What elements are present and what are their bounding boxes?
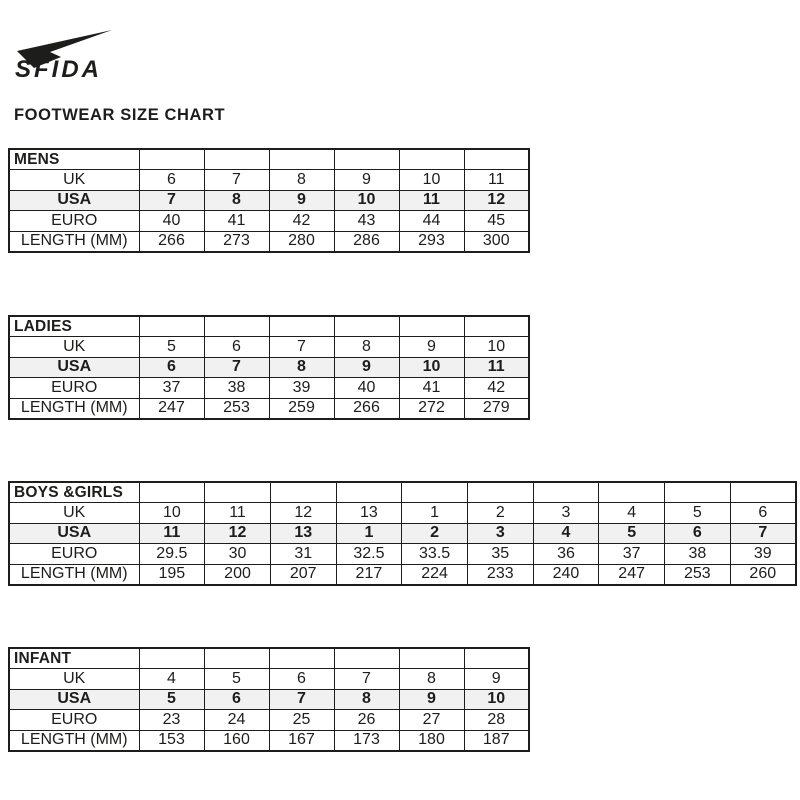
size-value-cell: 279 — [464, 398, 529, 419]
size-value-cell: 173 — [334, 730, 399, 751]
size-row-euro — [9, 544, 796, 565]
empty-header-cell — [399, 149, 464, 170]
size-value-cell: 272 — [399, 398, 464, 419]
size-value-cell: 1 — [336, 523, 402, 544]
size-value-cell: 7 — [730, 523, 796, 544]
empty-header-cell — [139, 316, 204, 337]
size-value-cell: 217 — [336, 564, 402, 585]
empty-header-cell — [402, 482, 468, 503]
size-value-cell: 7 — [204, 357, 269, 378]
size-value-cell: 9 — [334, 357, 399, 378]
section-title-cell-mens: MENS — [9, 149, 139, 170]
size-value-cell: 8 — [334, 689, 399, 710]
size-table-boys-girls — [8, 481, 797, 586]
size-value-cell: 29.5 — [139, 544, 205, 565]
size-value-cell: 187 — [464, 730, 529, 751]
size-value-cell: 30 — [205, 544, 271, 565]
row-label-cell: LENGTH (MM) — [9, 730, 139, 751]
row-label-cell: UK — [9, 669, 139, 690]
size-value-cell: 13 — [270, 523, 336, 544]
size-value-cell: 253 — [204, 398, 269, 419]
size-value-cell: 39 — [269, 378, 334, 399]
size-value-cell: 4 — [599, 503, 665, 524]
size-value-cell: 11 — [139, 523, 205, 544]
section-header-row — [9, 149, 529, 170]
size-row-uk — [9, 503, 796, 524]
section-title-cell-ladies: LADIES — [9, 316, 139, 337]
size-value-cell: 4 — [533, 523, 599, 544]
size-value-cell: 195 — [139, 564, 205, 585]
size-table-mens — [8, 148, 530, 253]
size-row-length-mm — [9, 398, 529, 419]
size-table-container-ladies — [8, 315, 530, 420]
size-value-cell: 31 — [270, 544, 336, 565]
empty-header-cell — [139, 482, 205, 503]
size-value-cell: 45 — [464, 211, 529, 232]
size-value-cell: 25 — [269, 710, 334, 731]
size-value-cell: 253 — [665, 564, 731, 585]
size-row-euro — [9, 710, 529, 731]
size-value-cell: 43 — [334, 211, 399, 232]
size-row-usa — [9, 689, 529, 710]
section-header-row — [9, 482, 796, 503]
size-table-container-mens — [8, 148, 530, 253]
size-value-cell: 300 — [464, 231, 529, 252]
size-value-cell: 260 — [730, 564, 796, 585]
size-value-cell: 37 — [139, 378, 204, 399]
empty-header-cell — [270, 482, 336, 503]
size-row-euro — [9, 211, 529, 232]
size-row-length-mm — [9, 564, 796, 585]
size-value-cell: 36 — [533, 544, 599, 565]
size-value-cell: 247 — [599, 564, 665, 585]
size-value-cell: 266 — [139, 231, 204, 252]
size-value-cell: 23 — [139, 710, 204, 731]
size-value-cell: 5 — [599, 523, 665, 544]
empty-header-cell — [204, 648, 269, 669]
size-row-usa — [9, 190, 529, 211]
size-value-cell: 10 — [399, 170, 464, 191]
size-value-cell: 9 — [399, 337, 464, 358]
size-value-cell: 3 — [533, 503, 599, 524]
size-value-cell: 9 — [334, 170, 399, 191]
size-table-ladies — [8, 315, 530, 420]
empty-header-cell — [467, 482, 533, 503]
empty-header-cell — [665, 482, 731, 503]
empty-header-cell — [399, 316, 464, 337]
row-label-cell: EURO — [9, 211, 139, 232]
size-value-cell: 180 — [399, 730, 464, 751]
size-value-cell: 5 — [204, 669, 269, 690]
brand-wordmark: SFIDA — [15, 56, 102, 83]
size-value-cell: 280 — [269, 231, 334, 252]
empty-header-cell — [334, 648, 399, 669]
size-value-cell: 8 — [334, 337, 399, 358]
size-value-cell: 35 — [467, 544, 533, 565]
size-value-cell: 5 — [665, 503, 731, 524]
size-value-cell: 3 — [467, 523, 533, 544]
size-row-uk — [9, 669, 529, 690]
row-label-cell: UK — [9, 170, 139, 191]
row-label-cell: USA — [9, 523, 139, 544]
size-value-cell: 273 — [204, 231, 269, 252]
size-value-cell: 6 — [139, 170, 204, 191]
row-label-cell: USA — [9, 689, 139, 710]
size-value-cell: 167 — [269, 730, 334, 751]
size-value-cell: 11 — [464, 357, 529, 378]
size-value-cell: 6 — [204, 689, 269, 710]
size-value-cell: 6 — [269, 669, 334, 690]
empty-header-cell — [334, 316, 399, 337]
empty-header-cell — [464, 648, 529, 669]
size-value-cell: 2 — [402, 523, 468, 544]
size-value-cell: 5 — [139, 689, 204, 710]
size-row-euro — [9, 378, 529, 399]
size-value-cell: 153 — [139, 730, 204, 751]
size-value-cell: 266 — [334, 398, 399, 419]
size-value-cell: 6 — [730, 503, 796, 524]
size-value-cell: 200 — [205, 564, 271, 585]
size-row-length-mm — [9, 730, 529, 751]
size-value-cell: 10 — [334, 190, 399, 211]
row-label-cell: LENGTH (MM) — [9, 398, 139, 419]
row-label-cell: USA — [9, 190, 139, 211]
empty-header-cell — [204, 316, 269, 337]
size-value-cell: 6 — [204, 337, 269, 358]
empty-header-cell — [139, 648, 204, 669]
empty-header-cell — [533, 482, 599, 503]
size-value-cell: 293 — [399, 231, 464, 252]
size-value-cell: 9 — [269, 190, 334, 211]
size-row-length-mm — [9, 231, 529, 252]
size-value-cell: 8 — [269, 170, 334, 191]
size-table-container-boys-girls — [8, 481, 797, 586]
size-value-cell: 9 — [399, 689, 464, 710]
section-title-cell-infant: INFANT — [9, 648, 139, 669]
size-value-cell: 39 — [730, 544, 796, 565]
empty-header-cell — [269, 648, 334, 669]
size-value-cell: 26 — [334, 710, 399, 731]
row-label-cell: LENGTH (MM) — [9, 231, 139, 252]
size-value-cell: 11 — [464, 170, 529, 191]
size-value-cell: 10 — [464, 337, 529, 358]
size-value-cell: 28 — [464, 710, 529, 731]
size-value-cell: 10 — [399, 357, 464, 378]
size-value-cell: 33.5 — [402, 544, 468, 565]
size-value-cell: 13 — [336, 503, 402, 524]
empty-header-cell — [204, 149, 269, 170]
size-value-cell: 240 — [533, 564, 599, 585]
size-value-cell: 9 — [464, 669, 529, 690]
size-value-cell: 38 — [204, 378, 269, 399]
size-value-cell: 11 — [205, 503, 271, 524]
size-value-cell: 4 — [139, 669, 204, 690]
size-value-cell: 259 — [269, 398, 334, 419]
empty-header-cell — [269, 316, 334, 337]
size-table-container-infant — [8, 647, 530, 752]
size-value-cell: 286 — [334, 231, 399, 252]
row-label-cell: UK — [9, 337, 139, 358]
size-row-usa — [9, 523, 796, 544]
size-value-cell: 27 — [399, 710, 464, 731]
section-title-cell-boys-girls: BOYS &GIRLS — [9, 482, 139, 503]
size-value-cell: 7 — [269, 337, 334, 358]
size-value-cell: 38 — [665, 544, 731, 565]
size-row-uk — [9, 170, 529, 191]
size-value-cell: 10 — [139, 503, 205, 524]
section-header-row — [9, 648, 529, 669]
size-value-cell: 10 — [464, 689, 529, 710]
size-value-cell: 7 — [334, 669, 399, 690]
empty-header-cell — [730, 482, 796, 503]
size-value-cell: 160 — [204, 730, 269, 751]
size-value-cell: 40 — [334, 378, 399, 399]
size-value-cell: 8 — [269, 357, 334, 378]
empty-header-cell — [205, 482, 271, 503]
size-row-usa — [9, 357, 529, 378]
empty-header-cell — [139, 149, 204, 170]
size-value-cell: 41 — [204, 211, 269, 232]
row-label-cell: EURO — [9, 544, 139, 565]
empty-header-cell — [599, 482, 665, 503]
size-value-cell: 1 — [402, 503, 468, 524]
empty-header-cell — [464, 149, 529, 170]
size-value-cell: 5 — [139, 337, 204, 358]
section-header-row — [9, 316, 529, 337]
size-value-cell: 42 — [269, 211, 334, 232]
size-value-cell: 44 — [399, 211, 464, 232]
size-value-cell: 7 — [204, 170, 269, 191]
size-value-cell: 247 — [139, 398, 204, 419]
size-value-cell: 7 — [139, 190, 204, 211]
size-value-cell: 207 — [270, 564, 336, 585]
empty-header-cell — [269, 149, 334, 170]
size-value-cell: 8 — [399, 669, 464, 690]
page-title: FOOTWEAR SIZE CHART — [14, 106, 226, 124]
size-value-cell: 224 — [402, 564, 468, 585]
size-table-infant — [8, 647, 530, 752]
size-value-cell: 6 — [139, 357, 204, 378]
size-value-cell: 32.5 — [336, 544, 402, 565]
row-label-cell: EURO — [9, 378, 139, 399]
empty-header-cell — [464, 316, 529, 337]
size-value-cell: 37 — [599, 544, 665, 565]
empty-header-cell — [399, 648, 464, 669]
empty-header-cell — [334, 149, 399, 170]
size-value-cell: 7 — [269, 689, 334, 710]
size-value-cell: 233 — [467, 564, 533, 585]
empty-header-cell — [336, 482, 402, 503]
size-value-cell: 24 — [204, 710, 269, 731]
row-label-cell: LENGTH (MM) — [9, 564, 139, 585]
size-value-cell: 12 — [464, 190, 529, 211]
size-value-cell: 40 — [139, 211, 204, 232]
size-value-cell: 6 — [665, 523, 731, 544]
size-value-cell: 41 — [399, 378, 464, 399]
size-value-cell: 12 — [270, 503, 336, 524]
size-value-cell: 8 — [204, 190, 269, 211]
row-label-cell: USA — [9, 357, 139, 378]
size-row-uk — [9, 337, 529, 358]
row-label-cell: EURO — [9, 710, 139, 731]
size-value-cell: 11 — [399, 190, 464, 211]
size-value-cell: 42 — [464, 378, 529, 399]
size-value-cell: 12 — [205, 523, 271, 544]
size-value-cell: 2 — [467, 503, 533, 524]
row-label-cell: UK — [9, 503, 139, 524]
